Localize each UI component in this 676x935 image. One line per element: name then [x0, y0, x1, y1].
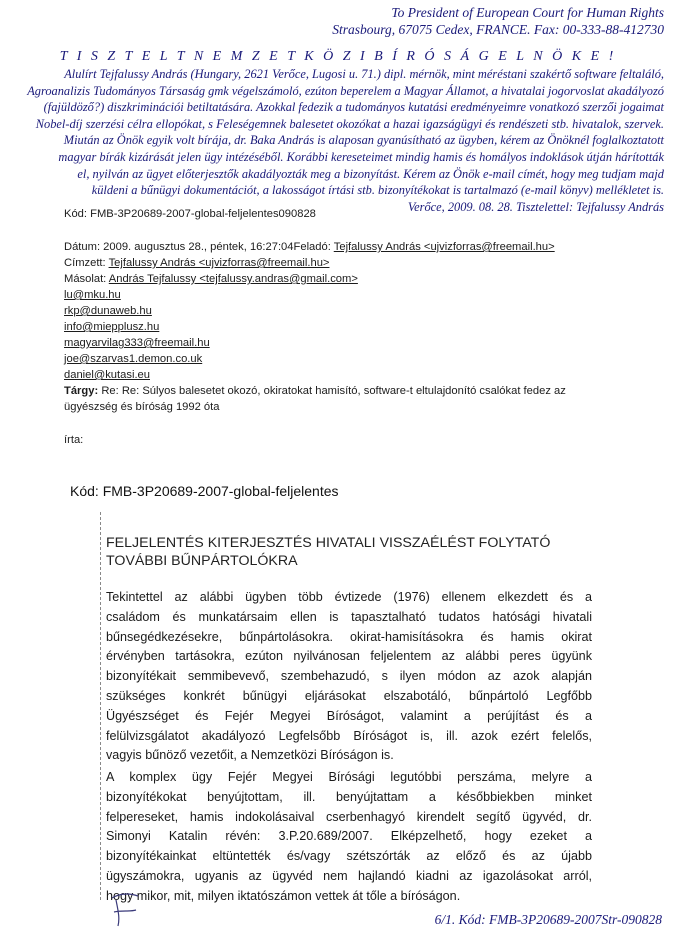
letter-line: Alulírt Tejfalussy András (Hungary, 2621 Verőce, Lugosi u. 71.) dipl. mérnök, mint méréstani szakértő software feltaláló,: [64, 67, 664, 81]
letter-line: Agroanalizis Tudományos Társaság gmk végelszámoló, ezúton beperelem a Magyar Államot, a hivatalai jogorvoslat akadályozó: [27, 83, 664, 98]
letter-line: (fajüldöző?) diszkriminációi betiltatására. Azokkal fedezik a tudományos kutatási eredményeimre vonatkozó szerzői jogaimat: [43, 100, 664, 115]
letter-line: magyar bírák kizárását jelen ügy intézéséből. Korábbi kereseteimet mindig hamis és homályos indoklások útján hárították: [58, 149, 664, 164]
handwritten-mark: [108, 888, 148, 928]
document-code: Kód: FMB-3P20689-2007-global-feljelentes: [70, 483, 339, 499]
to-link[interactable]: Tejfalussy András <ujvizforras@freemail.hu>: [108, 257, 330, 269]
para-line: bizonyítékokat benyújtottam, ill. benyújtattam a későbbiekben minket: [106, 789, 592, 804]
cc-label: Másolat:: [64, 273, 109, 285]
subject-continued: ügyészség és bíróság 1992 óta: [64, 401, 220, 413]
subject-text: Re: Re: Súlyos balesetet okozó, okiratokat hamisító, software-t eltulajdonító csalókat fedez az: [101, 385, 566, 397]
para-line: felülvizsgálatot akadályozó Legfelsőbb Bíróságot is, ill. azok ezért felelős,: [106, 728, 592, 743]
title-line: TOVÁBBI BŰNPÁRTOLÓKRA: [106, 553, 298, 569]
address-line: Strasbourg, 67075 Cedex, FRANCE. Fax: 00-333-88-412730: [332, 22, 664, 37]
para-line: bizonyítékait semmibevevő, szembehazudó, s ilyen módon az azok alapján: [106, 669, 592, 684]
cc-link[interactable]: András Tejfalussy <tejfalussy.andras@gmail.com>: [108, 273, 358, 285]
address-line: To President of European Court for Human Rights: [391, 5, 664, 20]
title-line: FELJELENTÉS KITERJESZTÉS HIVATALI VISSZAÉLÉST FOLYTATÓ: [106, 535, 551, 551]
email-cc-row: [64, 271, 566, 287]
paragraph-1: [106, 588, 592, 766]
para-line: bizonyítékainkat eltüntették és/vagy szétszórták az előző és az újabb: [106, 849, 592, 864]
letter-body: [24, 66, 664, 215]
email-code: Kód: FMB-3P20689-2007-global-feljelentes090828: [64, 208, 316, 220]
para-line: felpereseket, hamis indokolásaival cserbenhagyó kirendelt segítő ügyvéd, dr.: [106, 809, 592, 824]
letter-line: el, nyilván az ügyet előterjesztők akadályozták meg a bizonyítást. Kérem az Önök e-mail címét, hogy meg tudjam majd: [77, 166, 664, 181]
recipient-link[interactable]: lu@mku.hu: [64, 289, 121, 301]
para-line: Tekintettel az alábbi ügyben több évtizede (1976) ellenem elkezdett és a: [106, 590, 592, 604]
document-title: [106, 534, 550, 570]
sender-label: Feladó:: [293, 241, 334, 253]
para-line: érvényben tartásokra, ezúton nyilvánosan feljelentem az alábbi peres ügyünk: [106, 649, 592, 664]
para-line: vagyis bűnöző vezetőit, a Nemzetközi Bíróságon is.: [106, 748, 394, 763]
recipient-link[interactable]: info@miepplusz.hu: [64, 321, 160, 333]
para-line: szükséges konkrét bűnügyi eljárásokat elszabotáló, bűnpártoló Legfőbb: [106, 688, 592, 703]
scanned-document: [100, 512, 656, 903]
court-address: [332, 4, 664, 38]
para-line: A komplex ügy Fejér Megyei Bírósági legutóbbi perszáma, melyre a: [106, 770, 592, 784]
recipient-link[interactable]: daniel@kutasi.eu: [64, 369, 150, 381]
letter-signature-line: Verőce, 2009. 08. 28. Tisztelettel: Tejfalussy András: [407, 199, 664, 214]
email-to-row: [64, 255, 566, 271]
recipient-link[interactable]: joe@szarvas1.demon.co.uk: [64, 353, 203, 365]
para-line: ügyszámokra, ugyanis az ügyvéd nem hajlandó kiadni az igazolásokat arról,: [106, 868, 592, 883]
footer-code: 6/1. Kód: FMB-3P20689-2007Str-090828: [434, 912, 662, 927]
subject-label: Tárgy:: [64, 385, 102, 397]
letter-line: küldeni a bűnügyi dokumentációt, a lakosságot írtási stb. bizonyítékokat is tartalmazó (e-mail könyv) mellékletet is.: [91, 183, 664, 198]
sender-link[interactable]: Tejfalussy András <ujvizforras@freemail.hu>: [333, 241, 555, 253]
email-date-row: [64, 239, 566, 255]
recipient-link[interactable]: rkp@dunaweb.hu: [64, 305, 152, 317]
date-label: Dátum:: [64, 241, 101, 253]
margin-line: [100, 512, 101, 900]
para-line: hogy mikor, mit, milyen iktatószámon vettek át tőle a bíróságon.: [106, 888, 461, 903]
para-line: családom és munkatársaim ellen is tapasztalható tudatos hatósági hivatali: [106, 609, 592, 624]
recipient-link[interactable]: magyarvilag333@freemail.hu: [64, 337, 210, 349]
letter-line: Nobel-díj szerzési célra ellopókat, s Feleségemnek balesetet okozókat a hazai igazságügyi és rendészeti stb. hivatalok, szervek.: [35, 116, 664, 131]
para-line: Ügyészséget és Fejér Megyei Bíróságot, valamint a perújítást és a: [106, 708, 592, 723]
to-label: Címzett:: [64, 257, 109, 269]
salutation: T I S Z T E L T N E M Z E T K Ö Z I B Í R Ó S Á G E L N Ö K E !: [59, 49, 617, 64]
email-header: [64, 206, 566, 448]
paragraph-2: [106, 768, 592, 907]
letter-line: Miután az Önök egyik volt bírája, dr. Baka András is alaposan gyanúsítható az ügyben, kérem az Önöknél foglalkoztatott: [63, 133, 664, 148]
date-value: 2009. augusztus 28., péntek, 16:27:04: [100, 241, 294, 253]
para-line: Simonyi Katalin révén: 3.P.20.689/2007. Elképzelhető, hogy ezeket a: [106, 829, 592, 844]
para-line: bűnsegédkezésekre, bűnpártolásokra. okirat-hamisításokra és hamis okirat: [106, 629, 592, 644]
wrote-label: írta:: [64, 434, 84, 446]
subject-row: [64, 383, 566, 399]
